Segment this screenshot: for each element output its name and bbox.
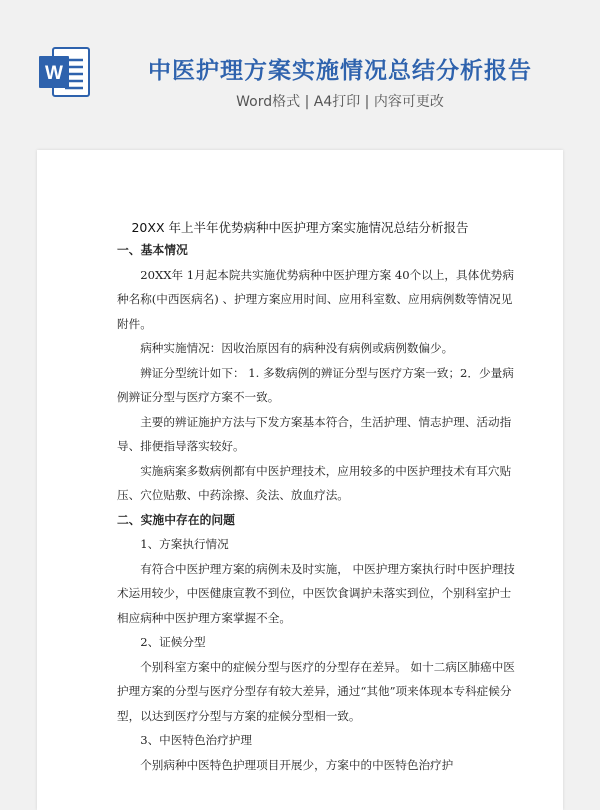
svg-text:W: W bbox=[45, 63, 63, 84]
paragraph: 病种实施情况：因收治原因有的病种没有病例或病例数偏少。 bbox=[140, 341, 454, 355]
document-title: 20XX 年上半年优势病种中医护理方案实施情况总结分析报告 bbox=[131, 220, 469, 235]
section-heading-problems: 二、实施中存在的问题 bbox=[117, 512, 235, 527]
header bbox=[0, 0, 600, 135]
document-body bbox=[117, 238, 517, 777]
paragraph: 个别病种中医特色护理项目开展少，方案中的中医特色治疗护 bbox=[140, 757, 454, 772]
paragraph: 20XX年 1月起本院共实施优势病种中医护理方案 40个以上，具体优势病种名称(中西医病名) 、护理方案应用时间、应用科室数、应用病例数等情况见附件。 bbox=[117, 267, 514, 331]
paragraph: 主要的辨证施护方法与下发方案基本符合，生活护理、情志护理、活动指导、排便指导落实较好。 bbox=[117, 414, 512, 453]
paragraph: 实施病案多数病例都有中医护理技术，应用较多的中医护理技术有耳穴贴压、穴位贴敷、中药涂擦、灸法、放血疗法。 bbox=[117, 463, 512, 502]
subheading: 1、方案执行情况 bbox=[140, 537, 229, 551]
paragraph: 辨证分型统计如下： 1. 多数病例的辨证分型与医疗方案一致；2．少量病例辨证分型与医疗方案不一致。 bbox=[117, 365, 514, 404]
document-page bbox=[37, 150, 563, 810]
paragraph: 有符合中医护理方案的病例未及时实施， 中医护理方案执行时中医护理技术运用较少，中医健康宣教不到位，中医饮食调护未落实到位，个别科室护士相应病种中医护理方案掌握不全。 bbox=[117, 561, 515, 625]
page-title: 中医护理方案实施情况总结分析报告 bbox=[148, 58, 532, 84]
subheading: 2、证候分型 bbox=[140, 635, 206, 649]
page-subtitle: Word格式 | A4打印 | 内容可更改 bbox=[236, 94, 444, 110]
paragraph: 个别科室方案中的症候分型与医疗的分型存在差异。 如十二病区肺癌中医护理方案的分型与医疗分型存有较大差异，通过“其他”项来体现本专科症候分型，以达到医疗分型与方案的症候分型相一致。 bbox=[117, 659, 515, 723]
section-heading-basic: 一、基本情况 bbox=[117, 243, 188, 257]
subheading: 3、中医特色治疗护理 bbox=[140, 733, 252, 747]
word-document-icon bbox=[37, 44, 93, 100]
